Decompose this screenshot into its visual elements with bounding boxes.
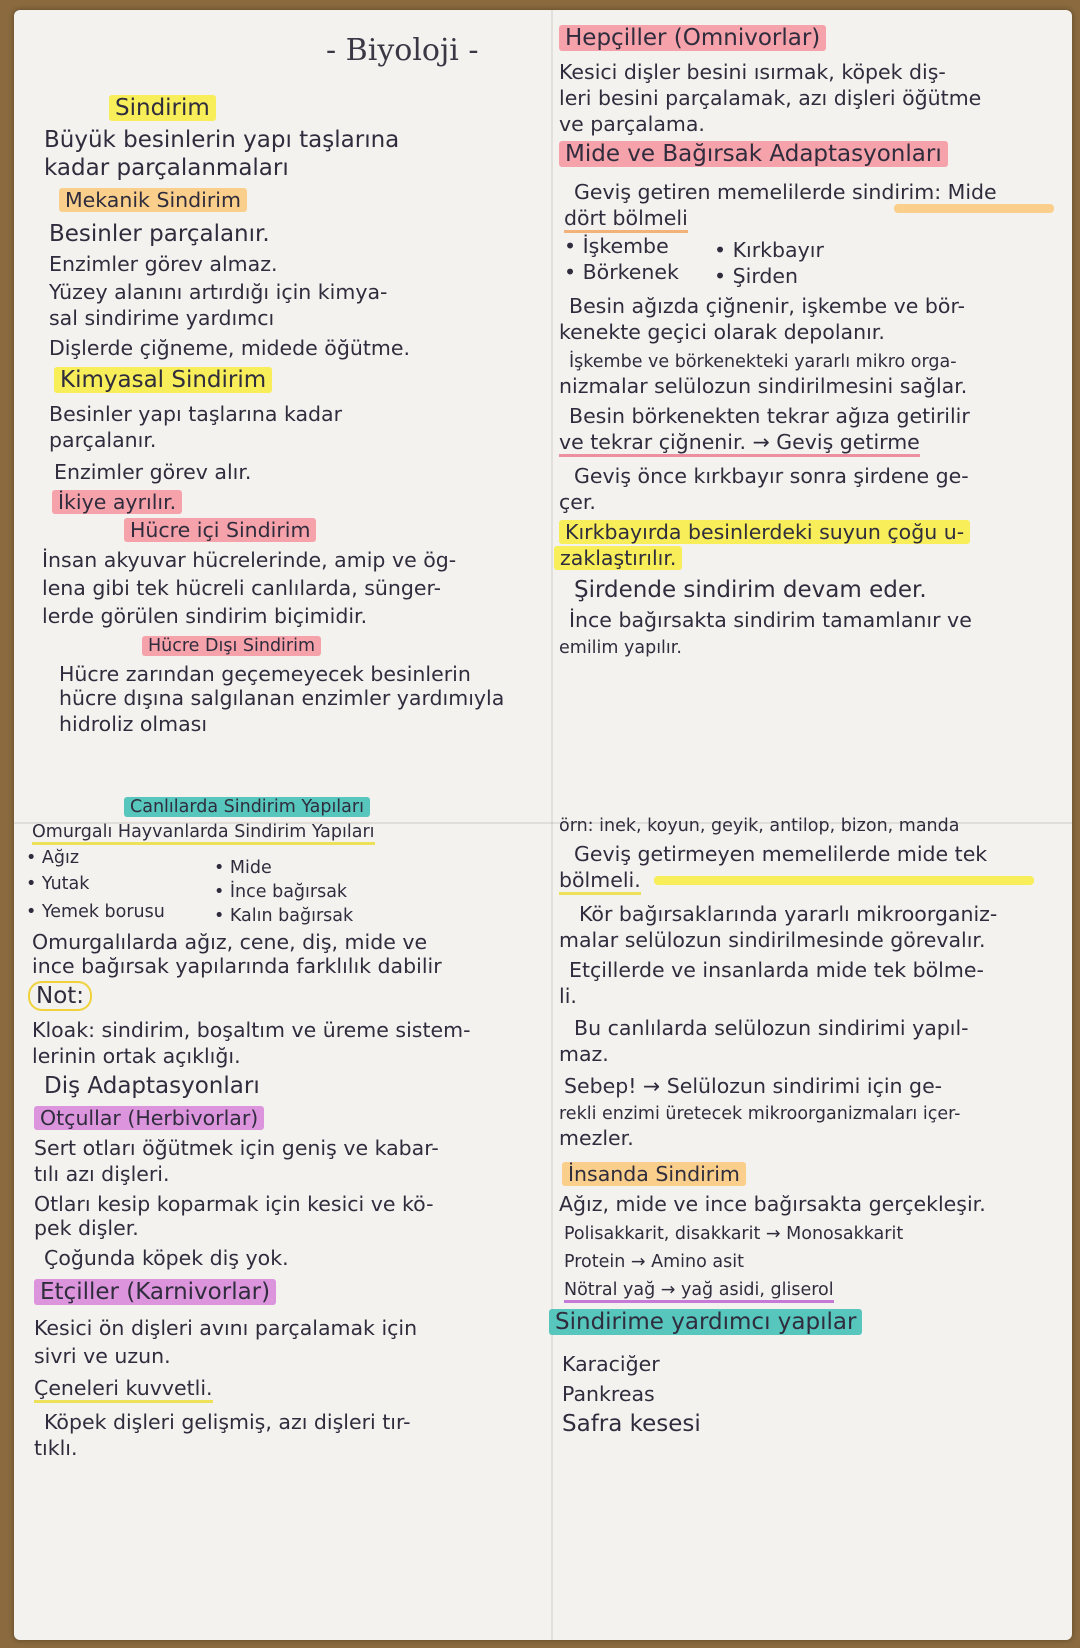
note-line: ince bağırsak yapılarında farklılık dabilir	[32, 954, 442, 978]
note-line: Köpek dişleri gelişmiş, azı dişleri tır-	[44, 1410, 411, 1434]
note-line: Besin börkenekten tekrar ağıza getirilir	[569, 404, 970, 428]
note-label: Not:	[28, 984, 92, 1009]
note-line: pek dişler.	[34, 1216, 139, 1240]
heading-ikiye-ayrilir: İkiye ayrılır.	[52, 490, 182, 515]
list-item: • Mide	[214, 858, 272, 878]
note-line: Ağız, mide ve ince bağırsakta gerçekleşir.	[559, 1192, 986, 1216]
note-line: Hücre zarından geçemeyecek besinlerin	[59, 662, 471, 686]
note-line: ve parçalama.	[559, 112, 705, 136]
note-line: tıklı.	[34, 1436, 78, 1460]
heading-omurgali-hayvanlarda: Omurgalı Hayvanlarda Sindirim Yapıları	[32, 820, 375, 845]
heading-dis-adaptasyonlari: Diş Adaptasyonları	[44, 1073, 260, 1099]
list-item: • İnce bağırsak	[214, 882, 348, 902]
note-line: dört bölmeli	[564, 206, 688, 231]
heading-otcullar: Otçullar (Herbivorlar)	[34, 1106, 264, 1131]
note-line: bölmeli.	[559, 868, 641, 893]
note-line: Kesici ön dişleri avını parçalamak için	[34, 1316, 418, 1340]
note-line: sivri ve uzun.	[34, 1344, 171, 1368]
highlighted-note: zaklaştırılır.	[554, 546, 682, 571]
note-line: Protein → Amino asit	[564, 1252, 744, 1272]
heading-etciller: Etçiller (Karnivorlar)	[34, 1280, 276, 1305]
note-line: lerinin ortak açıklığı.	[32, 1044, 241, 1068]
yellow-highlight-stroke	[654, 876, 1034, 885]
note-line: Besinler parçalanır.	[49, 221, 270, 247]
heading-hucre-ici-sindirim: Hücre içi Sindirim	[124, 518, 316, 543]
note-line: kadar parçalanmaları	[44, 155, 289, 181]
heading-kimyasal-sindirim: Kimyasal Sindirim	[54, 368, 272, 393]
note-line: emilim yapılır.	[559, 638, 682, 658]
note-line: İnce bağırsakta sindirim tamamlanır ve	[569, 608, 972, 632]
note-line: İşkembe ve börkenekteki yararlı mikro orga-	[569, 352, 957, 372]
note-line: Çoğunda köpek diş yok.	[44, 1246, 289, 1270]
list-item: • Kırkbayır	[714, 238, 824, 262]
note-line: maz.	[559, 1042, 609, 1066]
notebook-page	[14, 10, 1072, 1640]
note-line: İnsan akyuvar hücrelerinde, amip ve ög-	[42, 548, 457, 572]
note-line: Şirdende sindirim devam eder.	[574, 577, 927, 603]
list-item: • Şirden	[714, 264, 799, 288]
list-item: • Ağız	[26, 848, 80, 868]
note-line: ve tekrar çiğnenir. → Geviş getirme	[559, 430, 920, 455]
highlighted-note: Kırkbayırda besinlerdeki suyun çoğu u-	[559, 520, 970, 545]
note-line: Kesici dişler besini ısırmak, köpek diş-	[559, 60, 946, 84]
note-line: tılı azı dişleri.	[34, 1162, 170, 1186]
note-line: Çeneleri kuvvetli.	[34, 1376, 213, 1401]
note-line: Besin ağızda çiğnenir, işkembe ve bör-	[569, 294, 965, 318]
heading-hepciller: Hepçiller (Omnivorlar)	[559, 26, 826, 51]
heading-sindirime-yardimci-yapilar: Sindirime yardımcı yapılar	[549, 1310, 862, 1335]
note-line: Sert otları öğütmek için geniş ve kabar-	[34, 1136, 439, 1160]
note-line: Dişlerde çiğneme, midede öğütme.	[49, 336, 410, 360]
note-line: Otları kesip koparmak için kesici ve kö-	[34, 1192, 434, 1216]
note-line: örn: inek, koyun, geyik, antilop, bizon, manda	[559, 816, 960, 836]
heading-hucre-disi-sindirim: Hücre Dışı Sindirim	[142, 634, 321, 659]
heading-canlilarda-sindirim-yapilari: Canlılarda Sindirim Yapıları	[124, 795, 370, 820]
heading-mide-bagirsak-adaptasyonlari: Mide ve Bağırsak Adaptasyonları	[559, 142, 948, 167]
list-item: • Börkenek	[564, 260, 679, 284]
note-line: parçalanır.	[49, 428, 157, 452]
note-line: çer.	[559, 490, 596, 514]
note-line: lena gibi tek hücreli canlılarda, sünger-	[42, 576, 442, 600]
list-item: • Yemek borusu	[26, 902, 165, 922]
orange-highlight-stroke	[894, 204, 1054, 213]
note-line: Enzimler görev alır.	[54, 460, 252, 484]
note-line: Kloak: sindirim, boşaltım ve üreme sistem-	[32, 1018, 471, 1042]
note-line: leri besini parçalamak, azı dişleri öğütme	[559, 86, 982, 110]
note-line: Sebep! → Selülozun sindirimi için ge-	[564, 1074, 943, 1098]
note-line: Polisakkarit, disakkarit → Monosakkarit	[564, 1224, 904, 1244]
note-line: Bu canlılarda selülozun sindirimi yapıl-	[574, 1016, 969, 1040]
note-line: Yüzey alanını artırdığı için kimya-	[49, 280, 388, 304]
heading-insanda-sindirim: İnsanda Sindirim	[562, 1162, 746, 1187]
note-line: malar selülozun sindirilmesinde görevalır.	[559, 928, 986, 952]
note-line: Geviş önce kırkbayır sonra şirdene ge-	[574, 464, 969, 488]
note-line: Geviş getiren memelilerde sindirim: Mide	[574, 180, 997, 204]
note-line: mezler.	[559, 1126, 634, 1150]
note-line: Büyük besinlerin yapı taşlarına	[44, 127, 400, 153]
note-line: Kör bağırsaklarında yararlı mikroorganiz-	[579, 902, 998, 926]
page-title: - Biyoloji -	[326, 33, 479, 68]
note-line: Etçillerde ve insanlarda mide tek bölme-	[569, 958, 984, 982]
note-line: kenekte geçici olarak depolanır.	[559, 320, 885, 344]
note-line: hidroliz olması	[59, 712, 208, 736]
note-line: lerde görülen sindirim biçimidir.	[42, 604, 368, 628]
note-line: Omurgalılarda ağız, cene, diş, mide ve	[32, 930, 428, 954]
heading-sindirim: Sindirim	[109, 96, 216, 121]
note-line: hücre dışına salgılanan enzimler yardımıyla	[59, 686, 505, 710]
list-item: • İşkembe	[564, 234, 669, 258]
note-line: Nötral yağ → yağ asidi, gliserol	[564, 1278, 834, 1303]
note-line: Geviş getirmeyen memelilerde mide tek	[574, 842, 988, 866]
note-line: nizmalar selülozun sindirilmesini sağlar.	[559, 374, 968, 398]
note-line: Enzimler görev almaz.	[49, 252, 278, 276]
list-item: Karaciğer	[562, 1352, 660, 1376]
list-item: Pankreas	[562, 1382, 655, 1406]
note-line: rekli enzimi üretecek mikroorganizmaları içer-	[559, 1104, 961, 1124]
note-line: Besinler yapı taşlarına kadar	[49, 402, 343, 426]
vertical-fold-line	[551, 10, 553, 1640]
list-item: • Yutak	[26, 874, 90, 894]
list-item: • Kalın bağırsak	[214, 906, 354, 926]
note-line: li.	[559, 984, 577, 1008]
list-item: Safra kesesi	[562, 1411, 701, 1437]
note-line: sal sindirime yardımcı	[49, 306, 275, 330]
heading-mekanik-sindirim: Mekanik Sindirim	[59, 188, 247, 213]
